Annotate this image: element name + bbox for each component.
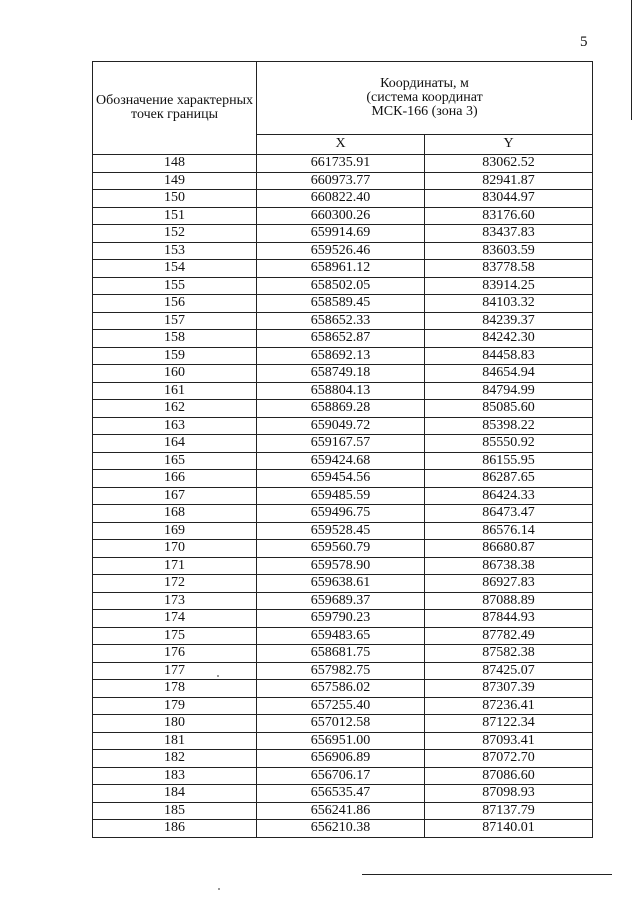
y-cell: 87122.34: [425, 715, 593, 733]
x-column-header: X: [257, 134, 425, 154]
table-row: [93, 680, 593, 698]
table-row: [93, 435, 593, 453]
coordinates-column-header: [257, 62, 593, 135]
margin-rule: [631, 0, 632, 120]
y-cell: 86680.87: [425, 540, 593, 558]
x-cell: 659167.57: [257, 435, 425, 453]
table-row: [93, 575, 593, 593]
y-cell: 83044.97: [425, 190, 593, 208]
table-row: [93, 750, 593, 768]
point-cell: 179: [93, 697, 257, 715]
x-cell: 659454.56: [257, 470, 425, 488]
y-cell: 87236.41: [425, 697, 593, 715]
x-cell: 656241.86: [257, 802, 425, 820]
point-cell: 149: [93, 172, 257, 190]
scan-speck: [218, 888, 220, 890]
point-cell: 176: [93, 645, 257, 663]
table-row: [93, 662, 593, 680]
x-cell: 657012.58: [257, 715, 425, 733]
y-cell: 87582.38: [425, 645, 593, 663]
point-cell: 169: [93, 522, 257, 540]
table-row: [93, 207, 593, 225]
y-cell: 86155.95: [425, 452, 593, 470]
table-row: [93, 820, 593, 838]
y-cell: 82941.87: [425, 172, 593, 190]
point-cell: 151: [93, 207, 257, 225]
table-row: [93, 767, 593, 785]
point-cell: 159: [93, 347, 257, 365]
x-cell: 658589.45: [257, 295, 425, 313]
table-row: [93, 540, 593, 558]
table-row: [93, 522, 593, 540]
y-cell: 87140.01: [425, 820, 593, 838]
x-cell: 659790.23: [257, 610, 425, 628]
table-row: [93, 732, 593, 750]
x-cell: 660300.26: [257, 207, 425, 225]
y-cell: 83778.58: [425, 260, 593, 278]
page-number: 5: [580, 34, 588, 50]
point-cell: 168: [93, 505, 257, 523]
coordinates-header-line-3: МСК-166 (зона 3): [371, 103, 478, 119]
coordinates-table: [92, 61, 593, 838]
y-cell: 87137.79: [425, 802, 593, 820]
x-cell: 658652.33: [257, 312, 425, 330]
table-row: [93, 452, 593, 470]
y-cell: 83062.52: [425, 155, 593, 173]
table-row: [93, 347, 593, 365]
point-cell: 148: [93, 155, 257, 173]
x-cell: 658652.87: [257, 330, 425, 348]
point-cell: 171: [93, 557, 257, 575]
y-cell: 84103.32: [425, 295, 593, 313]
y-cell: 86927.83: [425, 575, 593, 593]
x-cell: 658749.18: [257, 365, 425, 383]
point-cell: 167: [93, 487, 257, 505]
table-row: [93, 260, 593, 278]
point-cell: 183: [93, 767, 257, 785]
y-cell: 86738.38: [425, 557, 593, 575]
point-cell: 186: [93, 820, 257, 838]
x-cell: 659689.37: [257, 592, 425, 610]
table-row: [93, 505, 593, 523]
table-row: [93, 382, 593, 400]
y-cell: 86473.47: [425, 505, 593, 523]
x-cell: 656535.47: [257, 785, 425, 803]
x-cell: 659049.72: [257, 417, 425, 435]
table-row: [93, 487, 593, 505]
point-cell: 153: [93, 242, 257, 260]
y-cell: 87098.93: [425, 785, 593, 803]
x-cell: 659914.69: [257, 225, 425, 243]
point-cell: 154: [93, 260, 257, 278]
table-row: [93, 785, 593, 803]
point-cell: 152: [93, 225, 257, 243]
point-cell: 170: [93, 540, 257, 558]
table-row: [93, 715, 593, 733]
x-cell: 658502.05: [257, 277, 425, 295]
table-row: [93, 330, 593, 348]
footer-rule: [362, 874, 612, 875]
x-cell: 659578.90: [257, 557, 425, 575]
point-cell: 158: [93, 330, 257, 348]
table-row: [93, 417, 593, 435]
point-cell: 160: [93, 365, 257, 383]
y-cell: 86287.65: [425, 470, 593, 488]
y-cell: 84239.37: [425, 312, 593, 330]
x-cell: 659560.79: [257, 540, 425, 558]
table-row: [93, 470, 593, 488]
point-cell: 161: [93, 382, 257, 400]
table-row: [93, 277, 593, 295]
x-cell: 661735.91: [257, 155, 425, 173]
point-cell: 172: [93, 575, 257, 593]
table-row: [93, 400, 593, 418]
x-cell: 659638.61: [257, 575, 425, 593]
y-cell: 83176.60: [425, 207, 593, 225]
table-row: [93, 365, 593, 383]
x-cell: 656906.89: [257, 750, 425, 768]
point-cell: 182: [93, 750, 257, 768]
point-cell: 163: [93, 417, 257, 435]
x-cell: 660973.77: [257, 172, 425, 190]
table-row: [93, 295, 593, 313]
x-cell: 659526.46: [257, 242, 425, 260]
point-cell: 181: [93, 732, 257, 750]
y-cell: 85085.60: [425, 400, 593, 418]
y-cell: 87093.41: [425, 732, 593, 750]
point-cell: 173: [93, 592, 257, 610]
table-row: [93, 155, 593, 173]
coordinates-header-line-1: Координаты, м: [380, 75, 469, 91]
table-row: [93, 172, 593, 190]
x-cell: 659485.59: [257, 487, 425, 505]
point-cell: 184: [93, 785, 257, 803]
y-cell: 83437.83: [425, 225, 593, 243]
table-row: [93, 645, 593, 663]
x-cell: 657586.02: [257, 680, 425, 698]
table-row: [93, 225, 593, 243]
y-cell: 87782.49: [425, 627, 593, 645]
x-cell: 658692.13: [257, 347, 425, 365]
y-column-header: Y: [425, 134, 593, 154]
point-cell: 185: [93, 802, 257, 820]
y-cell: 84794.99: [425, 382, 593, 400]
point-cell: 150: [93, 190, 257, 208]
x-cell: 657982.75: [257, 662, 425, 680]
x-cell: 659424.68: [257, 452, 425, 470]
point-cell: 175: [93, 627, 257, 645]
y-cell: 87088.89: [425, 592, 593, 610]
y-cell: 87844.93: [425, 610, 593, 628]
table-row: [93, 627, 593, 645]
y-cell: 86576.14: [425, 522, 593, 540]
table-row: [93, 557, 593, 575]
point-cell: 164: [93, 435, 257, 453]
y-cell: 86424.33: [425, 487, 593, 505]
table-row: [93, 312, 593, 330]
point-cell: 165: [93, 452, 257, 470]
x-cell: 656951.00: [257, 732, 425, 750]
coordinates-header-line-2: (система координат: [366, 89, 483, 105]
point-cell: 174: [93, 610, 257, 628]
x-cell: 658961.12: [257, 260, 425, 278]
point-cell: 178: [93, 680, 257, 698]
x-cell: 659528.45: [257, 522, 425, 540]
point-cell: 166: [93, 470, 257, 488]
table-row: [93, 190, 593, 208]
y-cell: 87072.70: [425, 750, 593, 768]
point-cell: 156: [93, 295, 257, 313]
x-cell: 656706.17: [257, 767, 425, 785]
table-row: [93, 697, 593, 715]
table-row: [93, 610, 593, 628]
y-cell: 85398.22: [425, 417, 593, 435]
x-cell: 659496.75: [257, 505, 425, 523]
table-row: [93, 242, 593, 260]
x-cell: 658804.13: [257, 382, 425, 400]
x-cell: 660822.40: [257, 190, 425, 208]
table-row: [93, 592, 593, 610]
point-cell: 157: [93, 312, 257, 330]
y-cell: 87307.39: [425, 680, 593, 698]
x-cell: 658869.28: [257, 400, 425, 418]
x-cell: 656210.38: [257, 820, 425, 838]
y-cell: 83914.25: [425, 277, 593, 295]
x-cell: 658681.75: [257, 645, 425, 663]
y-cell: 84458.83: [425, 347, 593, 365]
point-column-header: Обозначение характерных точек границы: [93, 62, 257, 155]
y-cell: 87086.60: [425, 767, 593, 785]
scan-speck: [217, 675, 219, 677]
y-cell: 85550.92: [425, 435, 593, 453]
y-cell: 84654.94: [425, 365, 593, 383]
y-cell: 87425.07: [425, 662, 593, 680]
y-cell: 83603.59: [425, 242, 593, 260]
point-cell: 162: [93, 400, 257, 418]
point-cell: 180: [93, 715, 257, 733]
x-cell: 659483.65: [257, 627, 425, 645]
point-cell: 177: [93, 662, 257, 680]
x-cell: 657255.40: [257, 697, 425, 715]
y-cell: 84242.30: [425, 330, 593, 348]
point-cell: 155: [93, 277, 257, 295]
table-row: [93, 802, 593, 820]
